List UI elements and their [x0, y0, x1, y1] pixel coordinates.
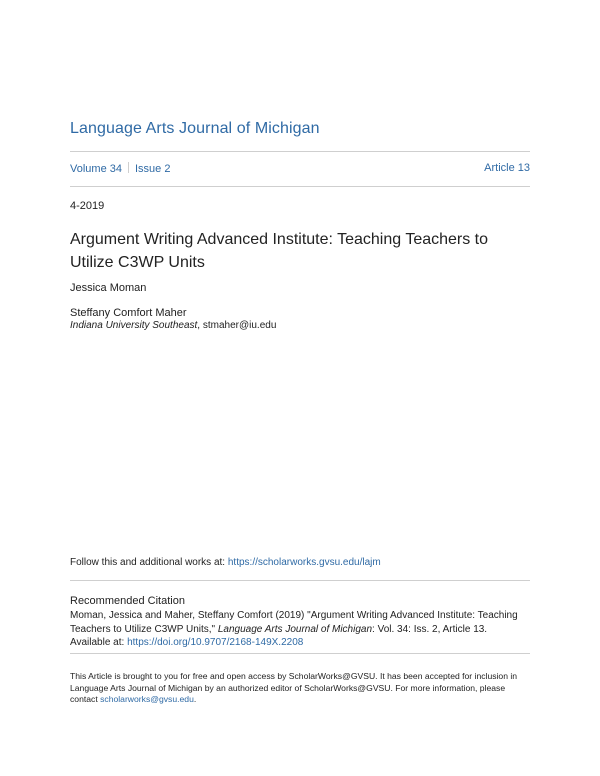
citation-part: Moman, Jessica and Maher, Steffany Comfort (2019) "Argument Writing Advanced Institute: Teaching Teachers to Utilize C3WP Units,": [70, 610, 518, 635]
divider: [70, 580, 530, 581]
author-name: Steffany Comfort Maher: [70, 307, 187, 319]
article-title: Argument Writing Advanced Institute: Teaching Teachers to Utilize C3WP Units: [70, 231, 489, 271]
doi-link[interactable]: https://doi.org/10.9707/2168-149X.2208: [127, 637, 304, 648]
follow-line: [70, 557, 381, 568]
follow-text: Follow this and additional works at:: [70, 557, 228, 568]
issue-bar: [70, 162, 530, 175]
citation-part: : Vol. 34: Iss. 2, Article 13.: [372, 623, 488, 635]
publication-date: 4-2019: [70, 200, 105, 212]
divider: [70, 186, 530, 187]
notice-text: This Article is brought to you for free and open access by ScholarWorks@GVSU. It has been accepted for inclusion in Language Arts Journal of Michigan by an authorized editor of ScholarWorks@GVSU. For more information, please contact: [70, 671, 518, 704]
divider: [70, 653, 530, 654]
notice-end: .: [193, 694, 197, 704]
author-email: , stmaher@iu.edu: [197, 320, 277, 331]
citation-journal: Language Arts Journal of Michigan: [217, 623, 373, 635]
contact-email-link[interactable]: scholarworks@gvsu.edu: [100, 694, 194, 704]
access-notice: [70, 671, 530, 706]
author-name: Jessica Moman: [70, 282, 147, 294]
journal-title-link[interactable]: Language Arts Journal of Michigan: [70, 120, 320, 137]
article-number-link[interactable]: Article 13: [484, 162, 530, 174]
divider: [70, 151, 530, 152]
available-label: Available at:: [70, 637, 128, 648]
issue-link[interactable]: Issue 2: [134, 163, 171, 175]
separator: [128, 162, 129, 173]
author-affiliation: [70, 320, 276, 331]
citation-text: [70, 609, 530, 650]
citation-heading: Recommended Citation: [70, 595, 185, 607]
affiliation-name: Indiana University Southeast: [70, 320, 198, 331]
repository-link[interactable]: https://scholarworks.gvsu.edu/lajm: [227, 557, 381, 568]
volume-link[interactable]: Volume 34: [70, 163, 122, 175]
